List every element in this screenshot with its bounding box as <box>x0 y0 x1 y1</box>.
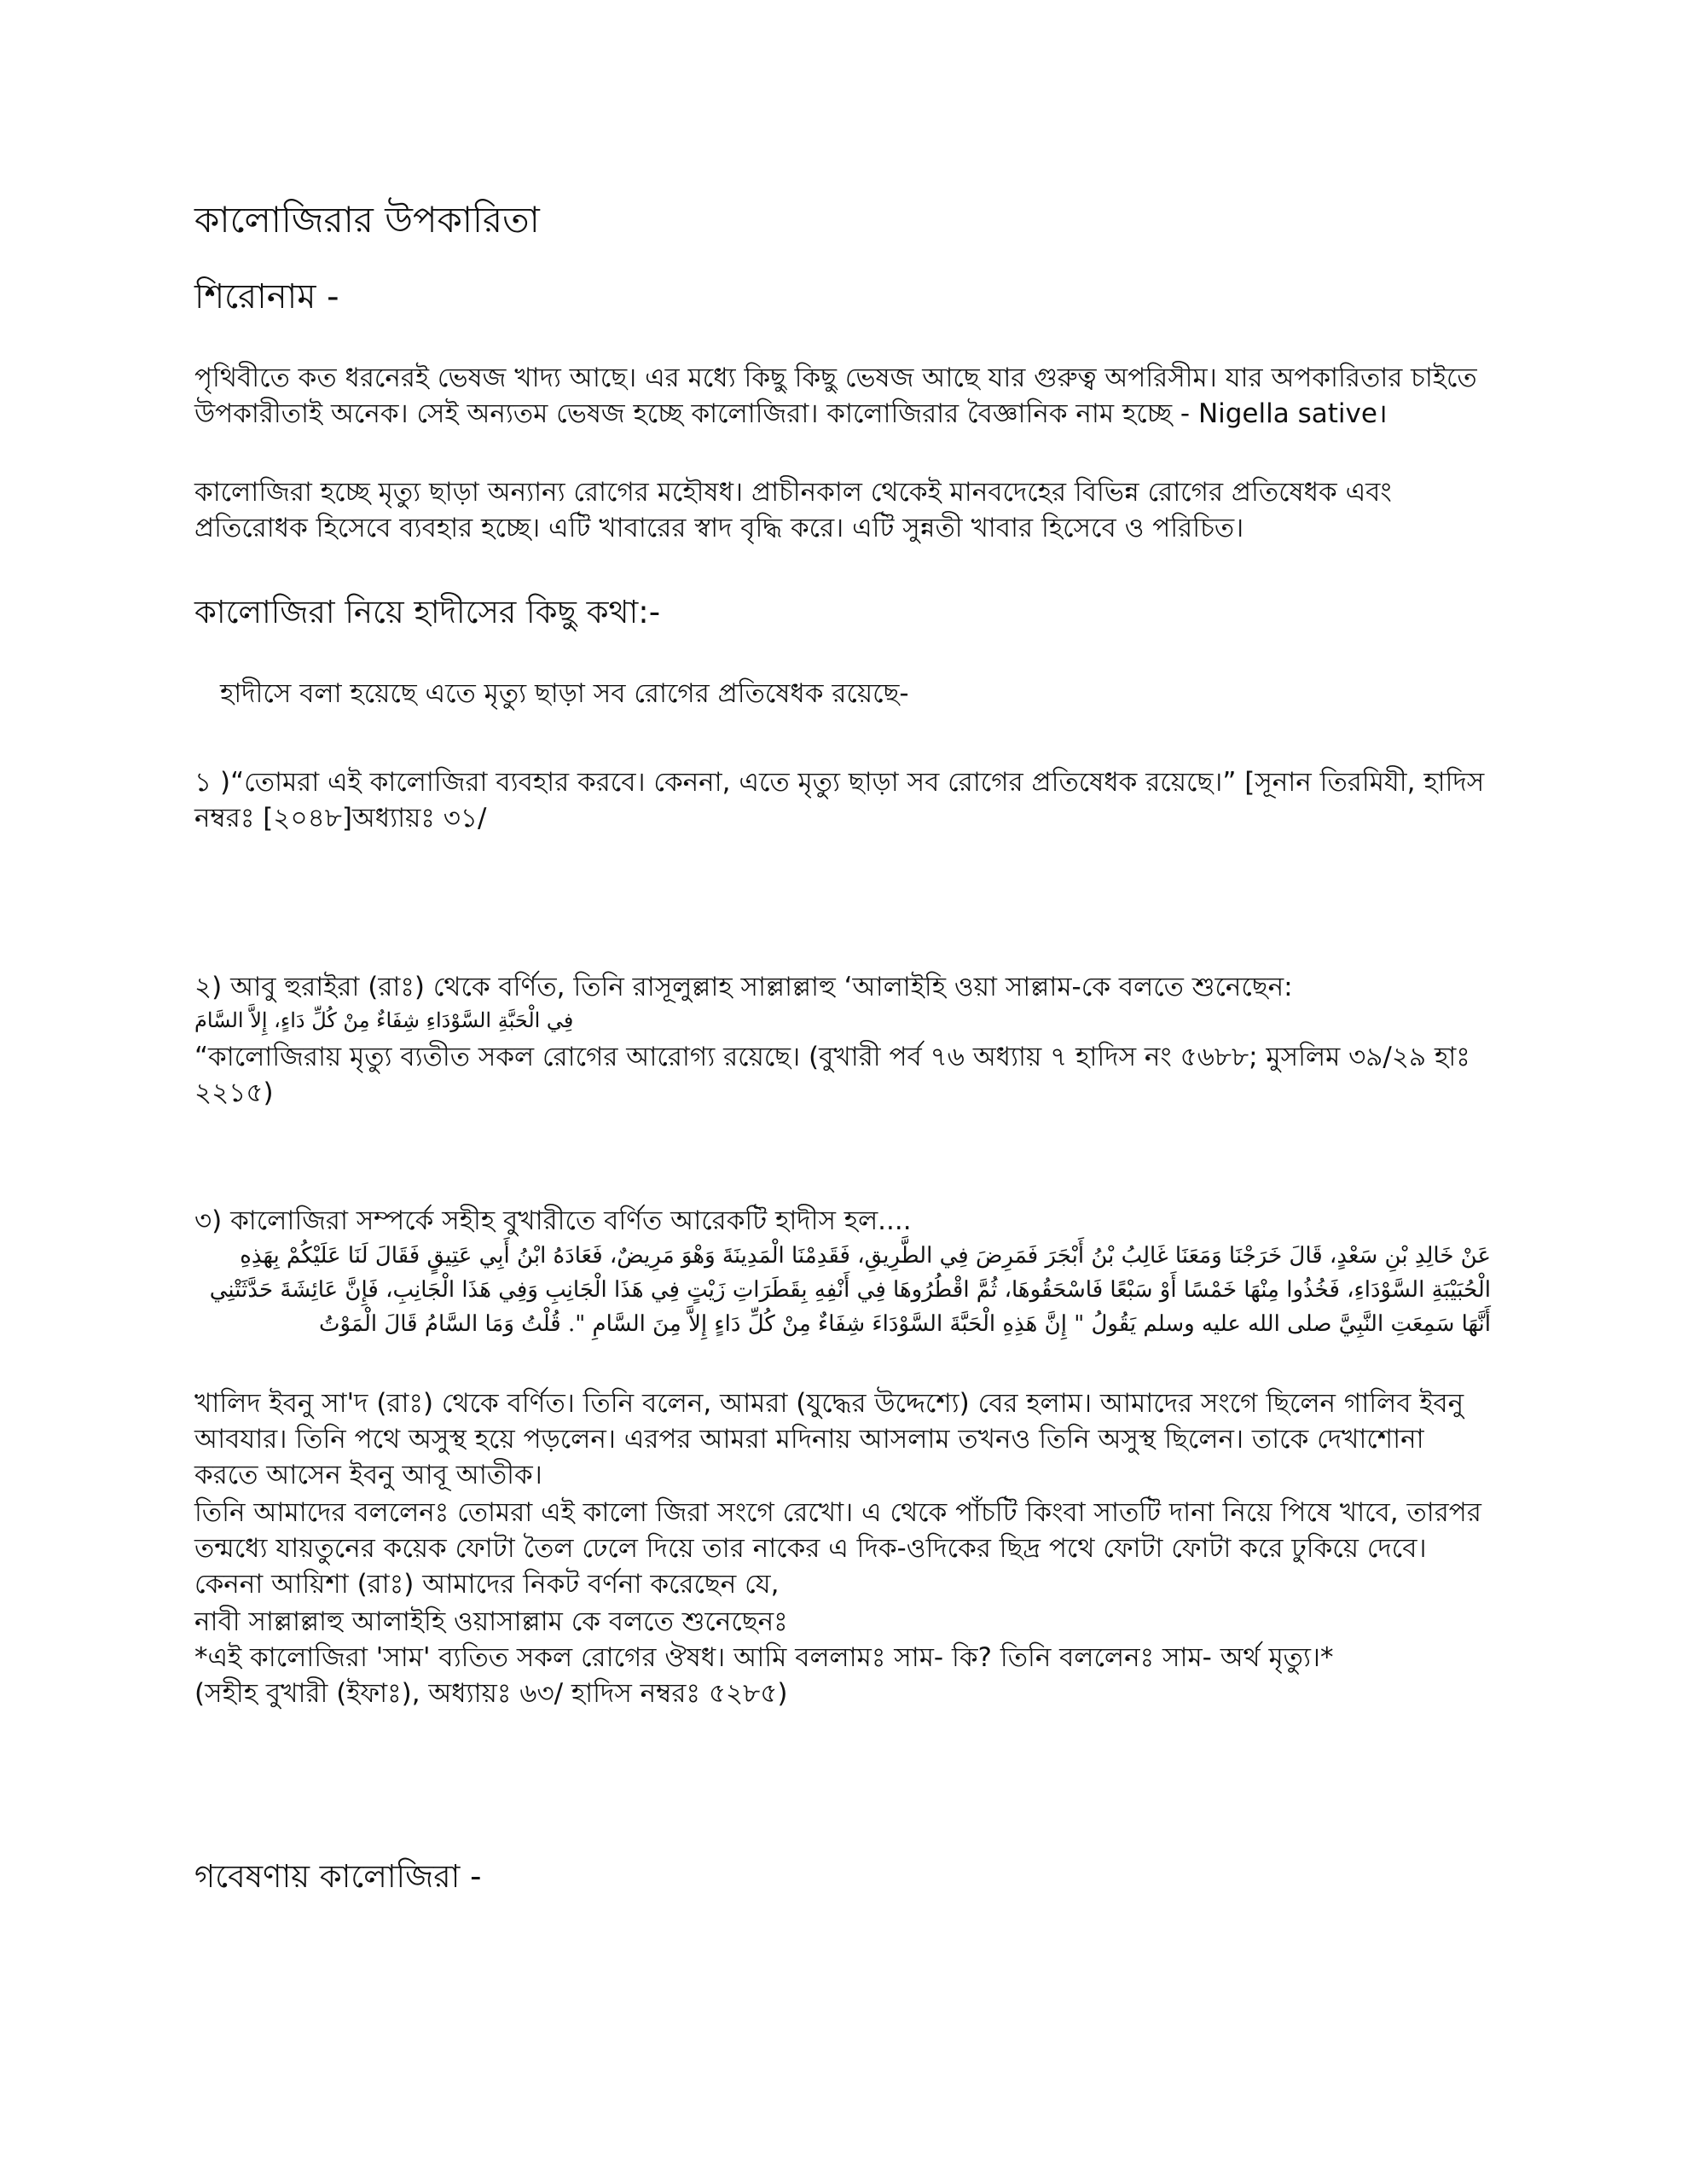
research-heading: গবেষণায় কালোজিরা - <box>194 1858 482 1895</box>
hadith-intro: হাদীসে বলা হয়েছে এতে মৃত্যু ছাড়া সব রোগের প্রতিষেধক রয়েছে- <box>220 678 909 709</box>
hadith-3-intro: ৩) কালোজিরা সম্পর্কে সহীহ বুখারীতে বর্ণিত আরেকটি হাদীস হল.... <box>194 1205 912 1236</box>
document-title: কালোজিরার উপকারিতা <box>194 199 540 241</box>
hadith-3-paragraph-1: খালিদ ইবনু সা'দ (রাঃ) থেকে বর্ণিত। তিনি বলেন, আমরা (যুদ্ধের উদ্দেশ্যে) বের হলাম। আমাদের সংগে ছিলেন গালিব ইবনু আবযার। তিনি পথে অসুস্থ হয়ে পড়লেন। এরপর আমরা মদিনায় আসলাম তখনও তিনি অসুস্থ ছিলেন। তাকে দেখাশোনা করতে আসেন ইবনু আবূ আতীক। <box>194 1388 1464 1490</box>
hadith-3-paragraph-3: নাবী সাল্লাল্লাহু আলাইহি ওয়াসাল্লাম কে বলতে শুনেছেনঃ <box>194 1606 788 1637</box>
hadith-3-source: (সহীহ বুখারী (ইফাঃ), অধ্যায়ঃ ৬৩/ হাদিস নম্বরঃ ৫২৮৫) <box>194 1678 788 1709</box>
hadith-section-heading: কালোজিরা নিয়ে হাদীসের কিছু কথা:- <box>194 594 661 630</box>
hadith-2-arabic: فِي الْحَبَّةِ السَّوْدَاءِ شِفَاءٌ مِنْ كُلِّ دَاءٍ، إِلاَّ السَّامَ <box>194 1008 574 1032</box>
hadith-3-paragraph-2: তিনি আমাদের বললেনঃ তোমরা এই কালো জিরা সংগে রেখো। এ থেকে পাঁচটি কিংবা সাতটি দানা নিয়ে পিষে খাবে, তারপর তন্মধ্যে যায়তুনের কয়েক ফোটা তৈল ঢেলে দিয়ে তার নাকের এ দিক-ওদিকের ছিদ্র পথে ফোটা ফোটা করে ঢুকিয়ে দেবে। কেননা আয়িশা (রাঃ) আমাদের নিকট বর্ণনা করেছেন যে, <box>194 1497 1481 1600</box>
hadith-3-arabic: عَنْ خَالِدِ بْنِ سَعْدٍ، قَالَ خَرَجْنَا وَمَعَنَا غَالِبُ بْنُ أَبْجَرَ فَمَرِضَ فِي الطَّرِيقِ، فَقَدِمْنَا الْمَدِينَةَ وَهْوَ مَرِيضٌ، فَعَادَهُ ابْنُ أَبِي عَتِيقٍ فَقَالَ لَنَا عَلَيْكُمْ بِهَذِهِ الْحُبَيْبَةِ السَّوْدَاءِ، فَخُذُوا مِنْهَا خَمْسًا أَوْ سَبْعًا فَاسْحَقُوهَا، ثُمَّ اقْطُرُوهَا فِي أَنْفِهِ بِقَطَرَاتِ زَيْتٍ فِي هَذَا الْجَانِبِ وَفِي هَذَا الْجَانِبِ، فَإِنَّ عَائِشَةَ حَدَّثَتْنِي أَنَّهَا سَمِعَتِ النَّبِيَّ صلى الله عليه وسلم يَقُولُ " إِنَّ هَذِهِ الْحَبَّةَ السَّوْدَاءَ شِفَاءٌ مِنْ كُلِّ دَاءٍ إِلاَّ مِنَ السَّامِ ". قُلْتُ وَمَا السَّامُ قَالَ الْمَوْتُ <box>209 1243 1491 1337</box>
hadith-2-text: “কালোজিরায় মৃত্যু ব্যতীত সকল রোগের আরোগ্য রয়েছে। (বুখারী পর্ব ৭৬ অধ্যায় ৭ হাদিস নং ৫৬৮৮; মুসলিম ৩৯/২৯ হাঃ ২২১৫) <box>194 1042 1470 1108</box>
intro-paragraph-1: পৃথিবীতে কত ধরনেরই ভেষজ খাদ্য আছে। এর মধ্যে কিছু কিছু ভেষজ আছে যার গুরুত্ব অপরিসীম। যার অপকারিতার চাইতে উপকারীতাই অনেক। সেই অন্যতম ভেষজ হচ্ছে কালোজিরা। কালোজিরার বৈজ্ঞানিক নাম হচ্ছে - Nigella sative। <box>194 363 1477 429</box>
hadith-1: ১ )“তোমরা এই কালোজিরা ব্যবহার করবে। কেননা, এতে মৃত্যু ছাড়া সব রোগের প্রতিষেধক রয়েছে।” [সূনান তিরমিযী, হাদিস নম্বরঃ [২০৪৮]অধ্যায়ঃ ৩১/ <box>194 767 1485 834</box>
heading-label: শিরোনাম - <box>194 277 339 317</box>
hadith-3-paragraph-4: *এই কালোজিরা 'সাম' ব্যতিত সকল রোগের ঔষধ। আমি বললামঃ সাম- কি? তিনি বললেনঃ সাম- অর্থ মৃত্যু।* <box>194 1642 1334 1673</box>
hadith-2-intro: ২) আবু হুরাইরা (রাঃ) থেকে বর্ণিত, তিনি রাসূলুল্লাহ সাল্লাল্লাহু ‘আলাইহি ওয়া সাল্লাম-কে বলতে শুনেছেন: <box>194 972 1293 1002</box>
intro-paragraph-2: কালোজিরা হচ্ছে মৃত্যু ছাড়া অন্যান্য রোগের মহৌষধ। প্রাচীনকাল থেকেই মানবদেহের বিভিন্ন রোগের প্রতিষেধক এবং প্রতিরোধক হিসেবে ব্যবহার হচ্ছে। এটি খাবারের স্বাদ বৃদ্ধি করে। এটি সুন্নতী খাবার হিসেবে ও পরিচিত। <box>194 477 1392 543</box>
